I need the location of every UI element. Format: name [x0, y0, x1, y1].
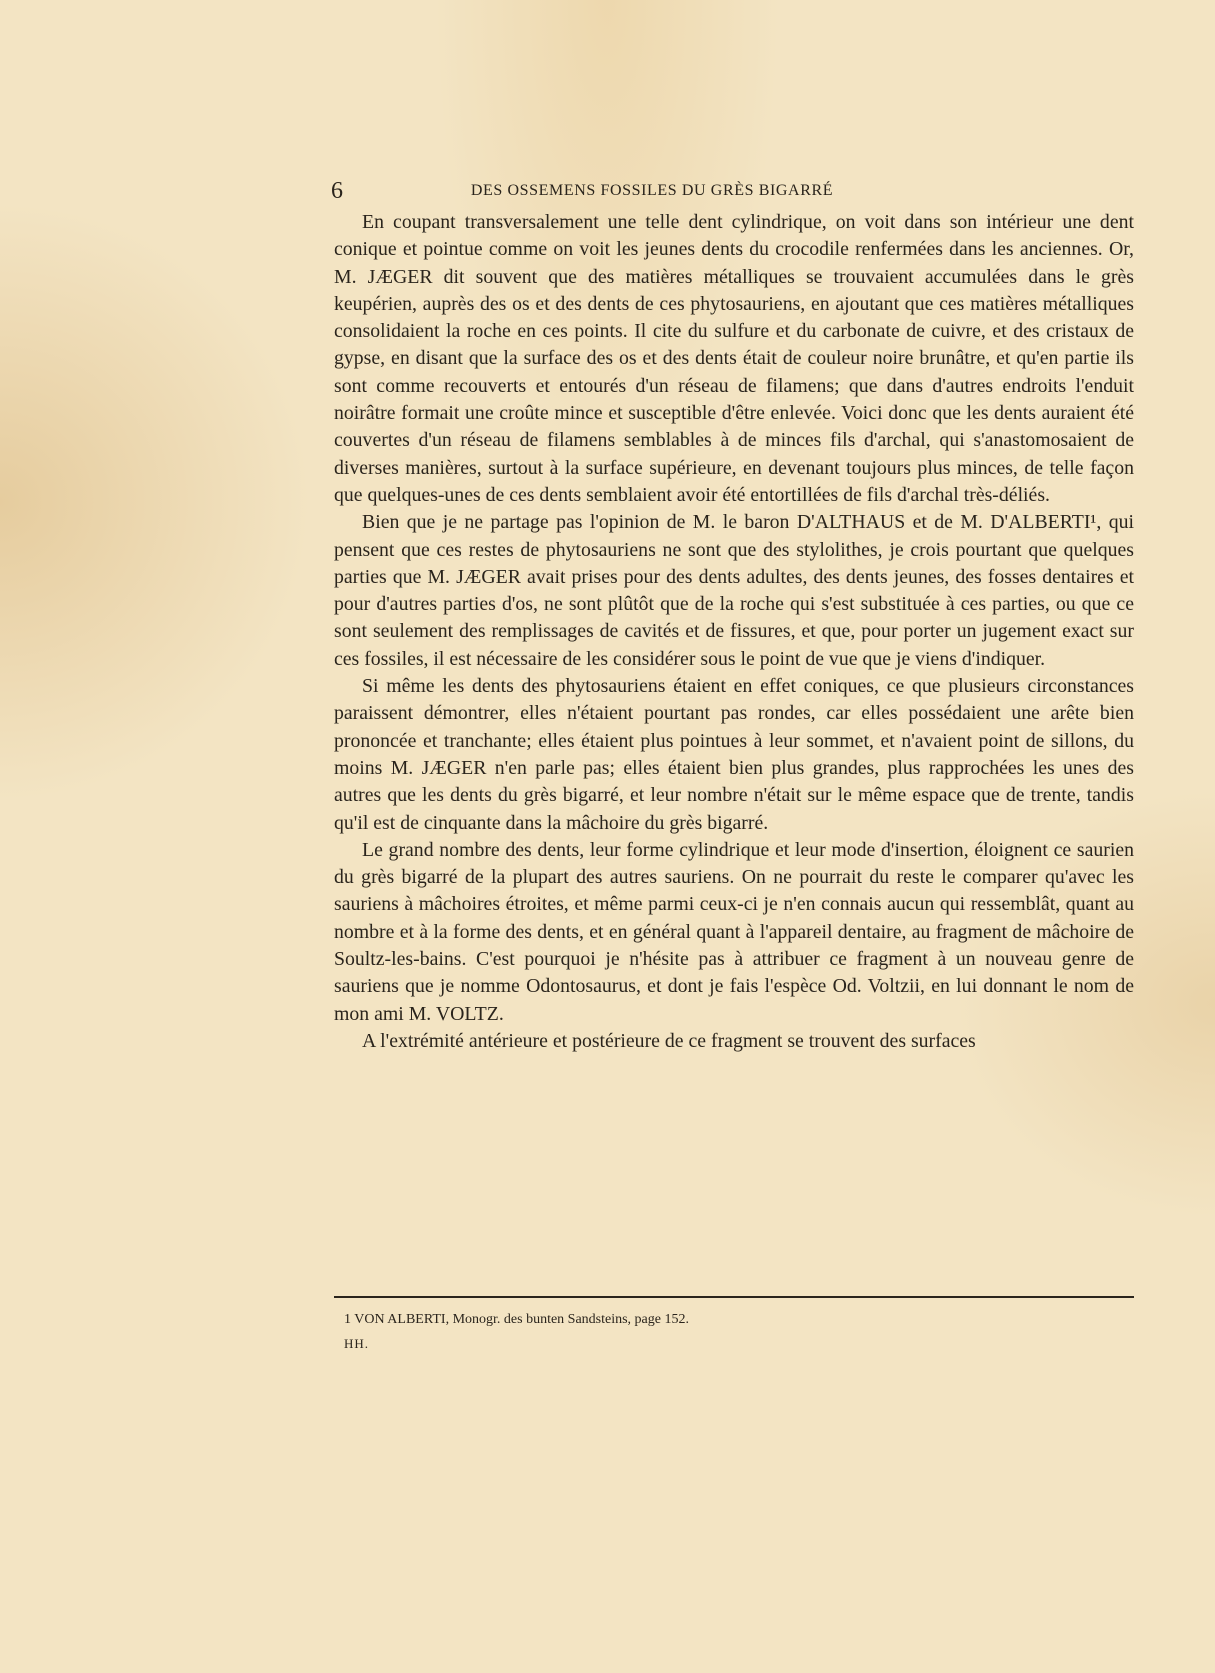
paragraph: Si même les dents des phytosauriens étaient en effet coniques, ce que plusieurs circonstances paraissent démontrer, elles n'étaient pourtant pas rondes, car elles possédaient une arête bien prononcée et tranchante; elles étaient plus pointues à leur sommet, et n'avaient point de sillons, du moins M. JÆGER n'en parle pas; elles étaient bien plus grandes, plus rapprochées les unes des autres que les dents du grès bigarré, et leur nombre n'était sur le même espace que de trente, tandis qu'il est de cinquante dans la mâchoire du grès bigarré. [334, 675, 1134, 834]
page-header [331, 176, 939, 206]
paragraph: Bien que je ne partage pas l'opinion de M. le baron D'ALTHAUS et de M. D'ALBERTI¹, qui pensent que ces restes de phytosauriens ne sont que des stylolithes, je crois pourtant que quelques parties que M. JÆGER avait prises pour des dents adultes, des dents jeunes, des fosses dentaires et pour d'autres parties d'os, ne sont plûtôt que de la roche qui s'est substituée à ces parties, ou que ce sont seulement des remplissages de cavités et de fissures, et que, pour porter un jugement exact sur ces fossiles, il est nécessaire de les considérer sous le point de vue que je viens d'indiquer. [334, 511, 1134, 670]
paragraph: Le grand nombre des dents, leur forme cylindrique et leur mode d'insertion, éloignent ce saurien du grès bigarré de la plupart des autres sauriens. On ne pourrait du reste le comparer qu'avec les sauriens à mâchoires étroites, et même parmi ceux-ci je n'en connais aucun qui ressemblât, quant au nombre et à la forme des dents, et en général quant à l'appareil dentaire, au fragment de mâchoire de Soultz-les-bains. C'est pourquoi je n'hésite pas à attribuer ce fragment à un nouveau genre de sauriens que je nomme Odontosaurus, et dont je fais l'espèce Od. Voltzii, en lui donnant le nom de mon ami M. VOLTZ. [334, 838, 1134, 1025]
printer-signature: HH. [344, 1336, 370, 1351]
footnote-rule [334, 1296, 1134, 1298]
running-head: DES OSSEMENS FOSSILES DU GRÈS BIGARRÉ [470, 182, 834, 199]
footnote: 1 VON ALBERTI, Monogr. des bunten Sandsteins, page 152. [344, 1312, 689, 1327]
paragraph: A l'extrémité antérieure et postérieure de ce fragment se trouvent des surfaces [362, 1029, 976, 1052]
page-number: 6 [331, 178, 343, 204]
body-text [334, 209, 1134, 1055]
paragraph: En coupant transversalement une telle dent cylindrique, on voit dans son intérieur une dent conique et pointue comme on voit les jeunes dents du crocodile renfermées dans les anciennes. Or, M. JÆGER dit souvent que des matières métalliques se trouvaient accumulées dans le grès keupérien, auprès des os et des dents de ces phytosauriens, en ajoutant que ces matières métalliques consolidaient la roche en ces points. Il cite du sulfure et du carbonate de cuivre, et des cristaux de gypse, en disant que la surface des os et des dents était de couleur noire brunâtre, et qu'en partie ils sont comme recouverts et entourés d'un réseau de filamens; que dans d'autres endroits l'enduit noirâtre formait une croûte mince et susceptible d'être enlevée. Voici donc que les dents auraient été couvertes d'un réseau de filamens semblables à de minces fils d'archal, qui s'anastomosaient de diverses manières, surtout à la surface supérieure, en devenant toujours plus minces, de telle façon que quelques-unes de ces dents semblaient avoir été entortillées de fils d'archal très-déliés. [334, 211, 1134, 506]
